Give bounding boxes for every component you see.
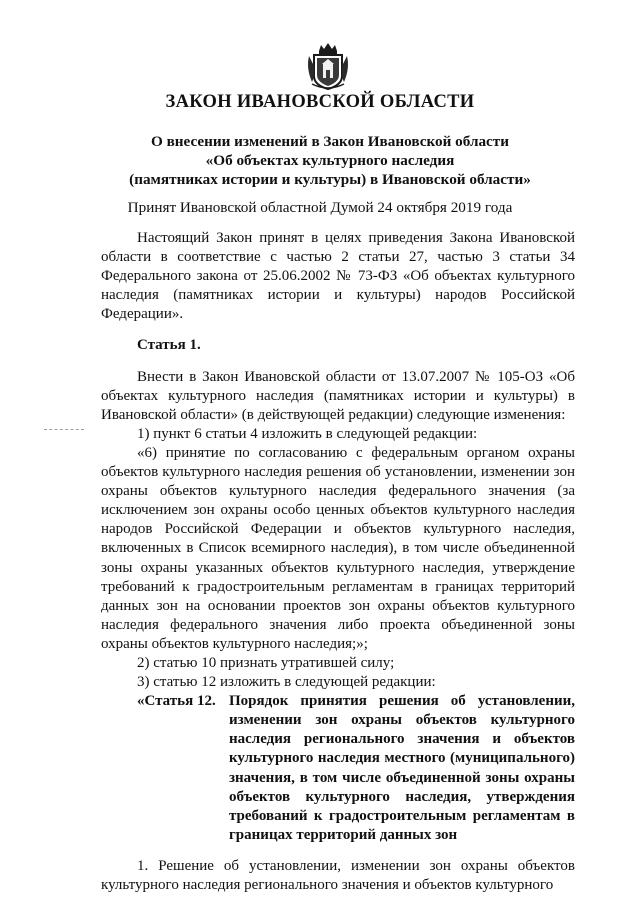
margin-mark [44,429,84,431]
adoption-line: Принят Ивановской областной Думой 24 октября 2019 года [127,199,513,216]
subtitle-line: «Об объектах культурного наследия [205,152,455,169]
article-12-title: Порядок принятия решения об установлении, изменении зон охраны объектов культурного наследия регионального значения и объектов культурного наследия местного (муниципального) значения, в том числе объединенной зоны охраны объектов культурного наследия, утверждения требований к градостроительным регламентам в границах территорий данных зон [229,693,575,843]
law-title: ЗАКОН ИВАНОВСКОЙ ОБЛАСТИ [165,92,475,112]
item-3: 3) статью 12 изложить в следующей редакции: [137,674,436,691]
article-1-intro: Внести в Закон Ивановской области от 13.07.2007 № 105-ОЗ «Об объектах культурного наследия (памятниках истории и культуры) в Ивановской области» (в действующей редакции) следующие изменения: [101,368,575,423]
item-1-text: «6) принятие по согласованию с федеральным органом охраны объектов культурного наследия решения об установлении, изменении зон охраны объектов культурного наследия федерального значения (за исключением зон охраны особо ценных объектов культурного наследия народов Российской Федерации и объектов культурного наследия, включенных в Список всемирного наследия), в том числе объединенной зоны охраны указанных объектов культурного наследия, утверждение требований к градостроительным регламентам в границах территорий данных зон на основании проектов зон охраны объектов культурного наследия федерального значения либо проекта объединенной зоны охраны объектов культурного наследия;»; [101,444,575,652]
item-1: 1) пункт 6 статьи 4 изложить в следующей редакции: [137,425,478,442]
law-subtitle [110,132,550,189]
article-12-label: «Статья 12. [137,693,216,710]
article-12-block [101,692,575,845]
subtitle-line: (памятниках истории и культуры) в Ивановской области» [129,171,531,188]
coat-of-arms-icon [306,42,350,92]
item-2: 2) статью 10 признать утратившей силу; [137,654,395,671]
article-1-heading: Статья 1. [137,337,201,354]
law-body [101,229,575,895]
subtitle-line: О внесении изменений в Закон Ивановской области [150,133,510,150]
point-1-paragraph: 1. Решение об установлении, изменении зон охраны объектов культурного наследия регионального значения и объектов культурного [101,857,575,893]
preamble-paragraph: Настоящий Закон принят в целях приведения Закона Ивановской области в соответствие с частью 2 статьи 27, частью 3 статьи 34 Федерального закона от 25.06.2002 № 73-ФЗ «Об объектах культурного наследия (памятниках истории и культуры) народов Российской Федерации». [101,230,575,323]
